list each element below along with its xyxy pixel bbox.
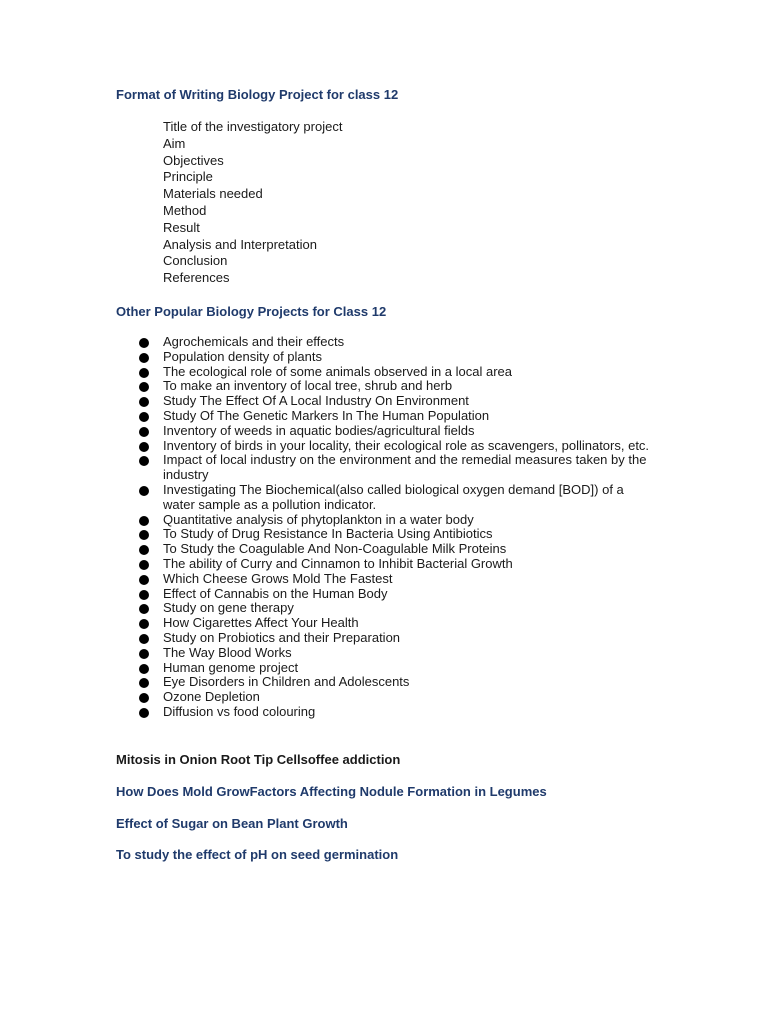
project-text: Study on gene therapy: [163, 600, 294, 616]
bullet-icon: [139, 456, 149, 466]
project-list-item: [0, 616, 768, 631]
project-list-item: [0, 527, 768, 542]
project-text: Impact of local industry on the environment and the remedial measures taken by the industry: [163, 452, 647, 483]
project-text: Inventory of birds in your locality, their ecological role as scavengers, pollinators, etc.: [163, 437, 650, 453]
bullet-icon: [139, 368, 149, 378]
project-text: To Study of Drug Resistance In Bacteria Using Antibiotics: [163, 526, 493, 542]
bullet-icon: [139, 353, 149, 363]
project-text: To Study the Coagulable And Non-Coagulable Milk Proteins: [163, 541, 507, 557]
project-list-item: [0, 542, 768, 557]
bullet-icon: [139, 560, 149, 570]
project-list-item: [0, 439, 768, 454]
bullet-icon: [139, 530, 149, 540]
project-list-item: [0, 379, 768, 394]
bullet-icon: [139, 708, 149, 718]
step-text: Title of the investigatory project: [163, 119, 343, 134]
step-text: Objectives: [163, 152, 224, 168]
project-text: Study The Effect Of A Local Industry On Environment: [163, 393, 469, 409]
bullet-icon: [139, 442, 149, 452]
step-text: Principle: [163, 169, 213, 185]
project-list-item: [0, 424, 768, 439]
bullet-icon: [139, 619, 149, 629]
heading-ph-germination: To study the effect of pH on seed germination: [116, 847, 399, 862]
project-list-item: [0, 661, 768, 676]
bullet-icon: [139, 575, 149, 585]
format-heading: Format of Writing Biology Project for class 12: [116, 87, 399, 102]
project-text: Which Cheese Grows Mold The Fastest: [163, 570, 393, 586]
project-list-item: [0, 690, 768, 705]
project-text: The ecological role of some animals observed in a local area: [163, 363, 513, 379]
project-text: Effect of Cannabis on the Human Body: [163, 585, 388, 601]
project-text: To make an inventory of local tree, shrub and herb: [163, 378, 453, 394]
project-list-item: [0, 572, 768, 587]
bullet-icon: [139, 486, 149, 496]
project-list-item: [0, 365, 768, 380]
project-text: Ozone Depletion: [163, 689, 260, 705]
project-text: Investigating The Biochemical(also called biological oxygen demand [BOD]) of a water sample as a pollution indicator.: [163, 481, 624, 512]
step-text: Method: [163, 202, 207, 218]
project-list-item: [0, 335, 768, 350]
heading-mold-growth: How Does Mold GrowFactors Affecting Nodule Formation in Legumes: [116, 784, 547, 799]
bullet-icon: [139, 649, 149, 659]
bullet-icon: [139, 516, 149, 526]
popular-projects-heading: Other Popular Biology Projects for Class 12: [116, 304, 387, 319]
project-text: Diffusion vs food colouring: [163, 703, 316, 719]
project-text: Study on Probiotics and their Preparation: [163, 629, 401, 645]
project-text: Population density of plants: [163, 348, 322, 364]
project-text: Inventory of weeds in aquatic bodies/agricultural fields: [163, 422, 475, 438]
project-list-item: [0, 483, 768, 513]
project-list-item: [0, 705, 768, 720]
bullet-icon: [139, 545, 149, 555]
bullet-icon: [139, 382, 149, 392]
bullet-icon: [139, 678, 149, 688]
project-list-item: [0, 601, 768, 616]
bullet-icon: [139, 412, 149, 422]
project-list-item: [0, 409, 768, 424]
bullet-icon: [139, 397, 149, 407]
popular-projects-list: [0, 335, 768, 720]
project-list-item: [0, 394, 768, 409]
bullet-icon: [139, 427, 149, 437]
step-text: References: [163, 270, 230, 286]
project-text: The ability of Curry and Cinnamon to Inhibit Bacterial Growth: [163, 555, 513, 571]
project-text: Agrochemicals and their effects: [163, 334, 345, 349]
project-list-item: [0, 557, 768, 572]
project-list-item: [0, 646, 768, 661]
project-text: How Cigarettes Affect Your Health: [163, 615, 359, 631]
project-text: Study Of The Genetic Markers In The Human Population: [163, 407, 490, 423]
bullet-icon: [139, 693, 149, 703]
bullet-icon: [139, 338, 149, 348]
bullet-icon: [139, 634, 149, 644]
project-text: The Way Blood Works: [163, 644, 292, 660]
project-text: Quantitative analysis of phytoplankton in a water body: [163, 511, 474, 527]
project-text: Eye Disorders in Children and Adolescents: [163, 674, 410, 690]
step-text: Aim: [163, 135, 186, 151]
project-list-item: [0, 587, 768, 602]
step-text: Materials needed: [163, 186, 263, 202]
project-list-item: [0, 513, 768, 528]
step-text: Conclusion: [163, 253, 228, 269]
bullet-icon: [139, 604, 149, 614]
project-list-item: [0, 350, 768, 365]
step-text: Result: [163, 219, 200, 235]
project-list-item: [0, 631, 768, 646]
project-text: Human genome project: [163, 659, 299, 675]
bullet-icon: [139, 664, 149, 674]
project-list-item: [0, 453, 768, 483]
heading-sugar-bean: Effect of Sugar on Bean Plant Growth: [116, 816, 348, 831]
heading-mitosis: Mitosis in Onion Root Tip Cellsoffee addiction: [116, 752, 401, 767]
bullet-icon: [139, 590, 149, 600]
project-list-item: [0, 675, 768, 690]
step-text: Analysis and Interpretation: [163, 236, 317, 252]
